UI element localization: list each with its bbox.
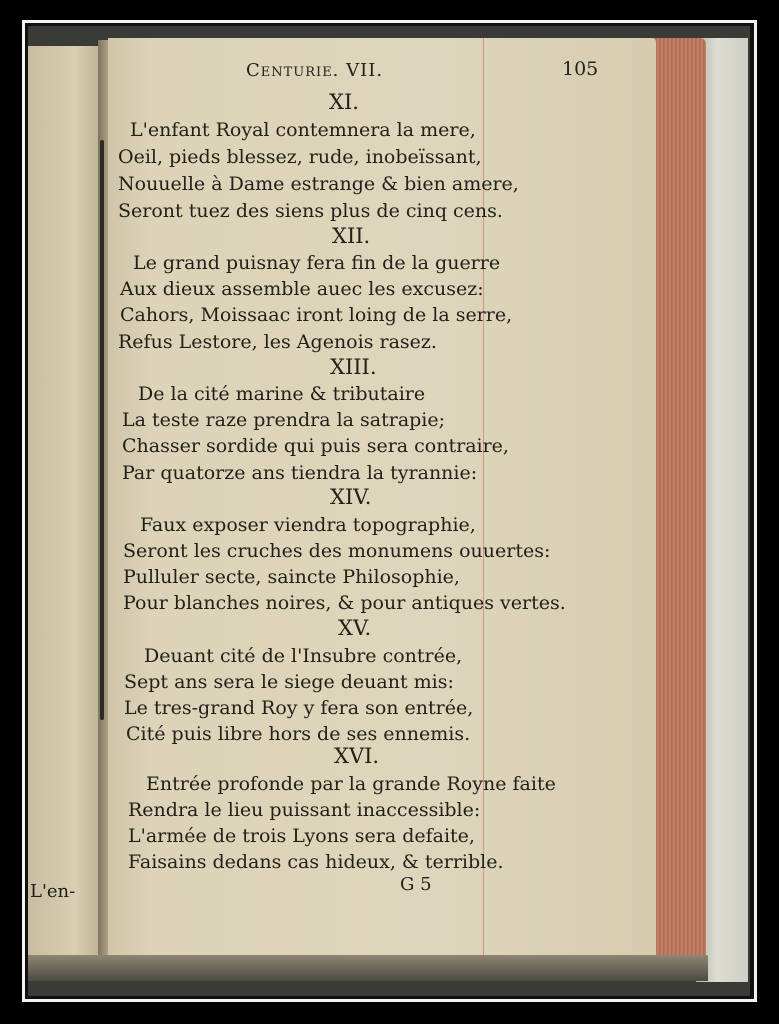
verse-line: Le tres-grand Roy y fera son entrée, (124, 697, 474, 719)
verse-line: Cité puis libre hors de ses ennemis. (126, 723, 471, 745)
running-header: Centurie. VII. (246, 60, 384, 81)
verse-line: Sept ans sera le siege deuant mis: (124, 671, 454, 693)
verse-line: L'armée de trois Lyons sera defaite, (128, 825, 475, 847)
verse-line: Aux dieux assemble auec les excusez: (120, 278, 484, 300)
quatrain-numeral: XIV. (330, 485, 372, 509)
verse-line: Faisains dedans cas hideux, & terrible. (128, 851, 504, 873)
verse-line: Le grand puisnay fera fin de la guerre (133, 252, 501, 274)
left-page-catchword: L'en- (30, 881, 76, 902)
quatrain-numeral: XVI. (334, 744, 380, 768)
verse-line: Par quatorze ans tiendra la tyrannie: (122, 462, 478, 484)
verse-line: Rendra le lieu puissant inaccessible: (128, 799, 481, 821)
verse-line: La teste raze prendra la satrapie; (122, 409, 446, 431)
verse-line: Cahors, Moissaac iront loing de la serre, (120, 304, 513, 326)
verse-line: Deuant cité de l'Insubre contrée, (144, 645, 463, 667)
verse-line: Seront tuez des siens plus de cinq cens. (118, 200, 503, 222)
quatrain-numeral: XII. (332, 224, 371, 248)
quatrain-numeral: XI. (329, 90, 359, 114)
verse-line: Nouuelle à Dame estrange & bien amere, (118, 173, 519, 195)
verse-line: Oeil, pieds blessez, rude, inobeïssant, (118, 146, 482, 168)
bottom-shadow (28, 955, 708, 981)
verse-line: Chasser sordide qui puis sera contraire, (122, 435, 509, 457)
quatrain-numeral: XIII. (330, 355, 377, 379)
verse-line: Entrée profonde par la grande Royne faite (146, 773, 556, 795)
verse-line: Refus Lestore, les Agenois rasez. (118, 331, 437, 353)
verse-line: Pour blanches noires, & pour antiques vertes. (123, 592, 566, 614)
left-page-fragment (28, 46, 106, 958)
signature-mark: G 5 (400, 874, 432, 895)
page-number: 105 (562, 58, 599, 80)
binding-thread (100, 140, 104, 720)
verse-line: Seront les cruches des monumens ouuertes: (123, 540, 551, 562)
quatrain-numeral: XV. (338, 616, 372, 640)
verse-line: Faux exposer viendra topographie, (140, 514, 476, 536)
verse-line: Pulluler secte, saincte Philosophie, (123, 566, 460, 588)
verse-line: L'enfant Royal contemnera la mere, (130, 119, 476, 141)
verse-line: De la cité marine & tributaire (138, 383, 426, 405)
